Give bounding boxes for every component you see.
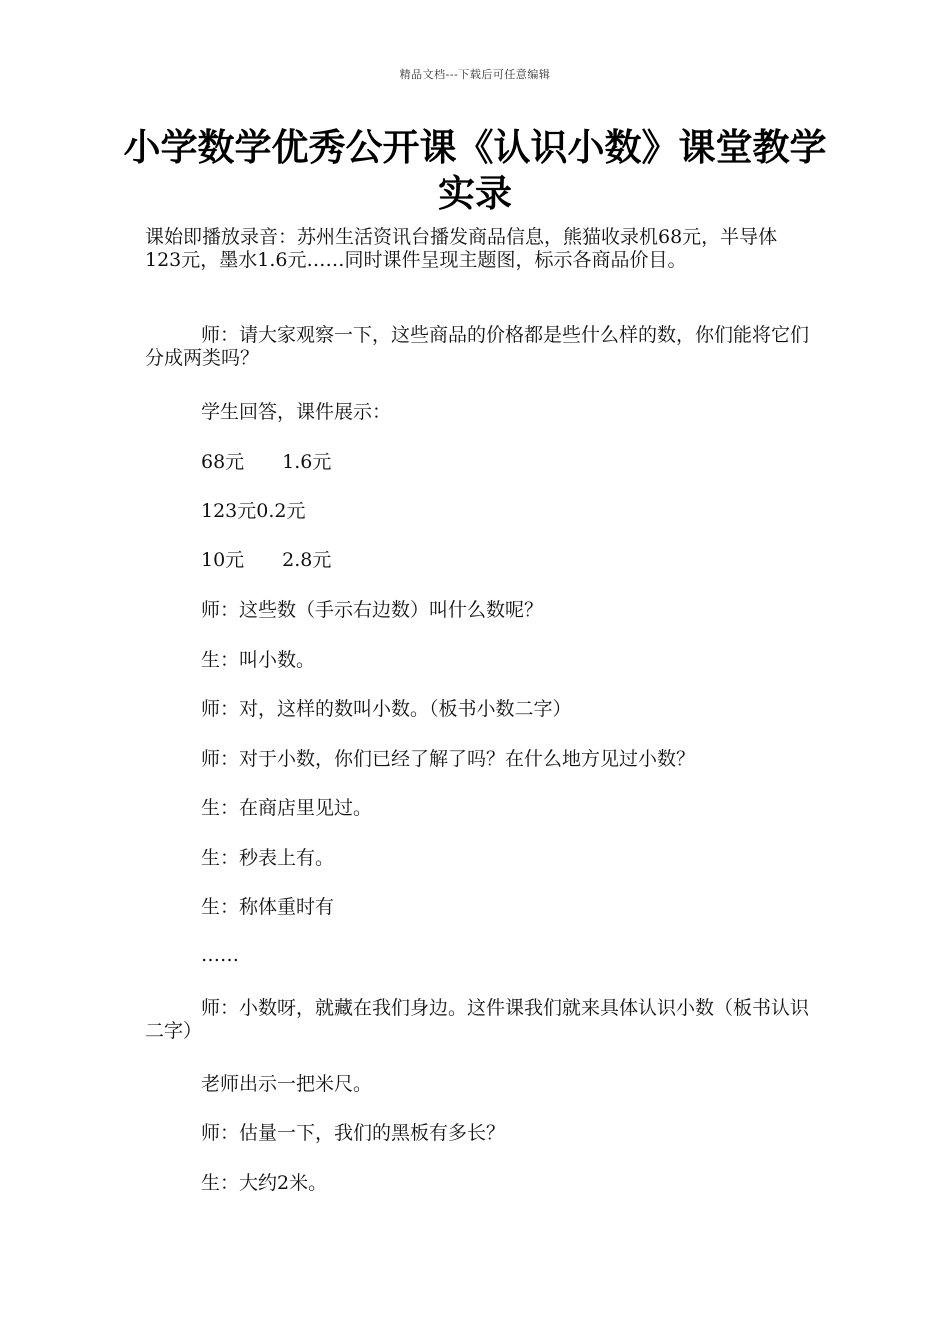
- dialogue-line: 生：在商店里见过。: [201, 797, 373, 819]
- dialogue-line: 师：这些数（手示右边数）叫什么数呢？: [201, 599, 544, 621]
- dialogue-line: 生：秒表上有。: [201, 847, 335, 869]
- dialogue-line: 生：大约2米。: [201, 1172, 328, 1194]
- document-title: 小学数学优秀公开课《认识小数》课堂教学实录: [123, 125, 827, 215]
- paragraph-student-answer: 学生回答，课件展示：: [201, 401, 392, 423]
- dialogue-line: 师：估量一下，我们的黑板有多长？: [201, 1122, 506, 1144]
- price-row-2: 123元0.2元: [201, 500, 306, 522]
- dialogue-line: 生：称体重时有: [201, 896, 335, 918]
- dialogue-line: 师：对，这样的数叫小数。（板书小数二字）: [201, 698, 572, 720]
- price-row-3: 10元 2.8元: [201, 549, 332, 571]
- paragraph-teacher-intro: 师：小数呀，就藏在我们身边。这件课我们就来具体认识小数（板书认识二字）: [145, 997, 810, 1042]
- dialogue-line: 老师出示一把米尺。: [201, 1073, 373, 1095]
- ellipsis-line: ……: [201, 944, 239, 966]
- paragraph-teacher-question: 师：请大家观察一下，这些商品的价格都是些什么样的数，你们能将它们分成两类吗？: [145, 324, 810, 369]
- intro-paragraph: 课始即播放录音：苏州生活资讯台播发商品信息，熊猫收录机68元，半导体123元，墨水1.6元……同时课件呈现主题图，标示各商品价目。: [145, 226, 778, 271]
- dialogue-line: 生：叫小数。: [201, 649, 316, 671]
- header-note: 精品文档---下载后可任意编辑: [399, 68, 551, 81]
- dialogue-line: 师：对于小数，你们已经了解了吗？在什么地方见过小数？: [201, 748, 696, 770]
- price-row-1: 68元 1.6元: [201, 451, 332, 473]
